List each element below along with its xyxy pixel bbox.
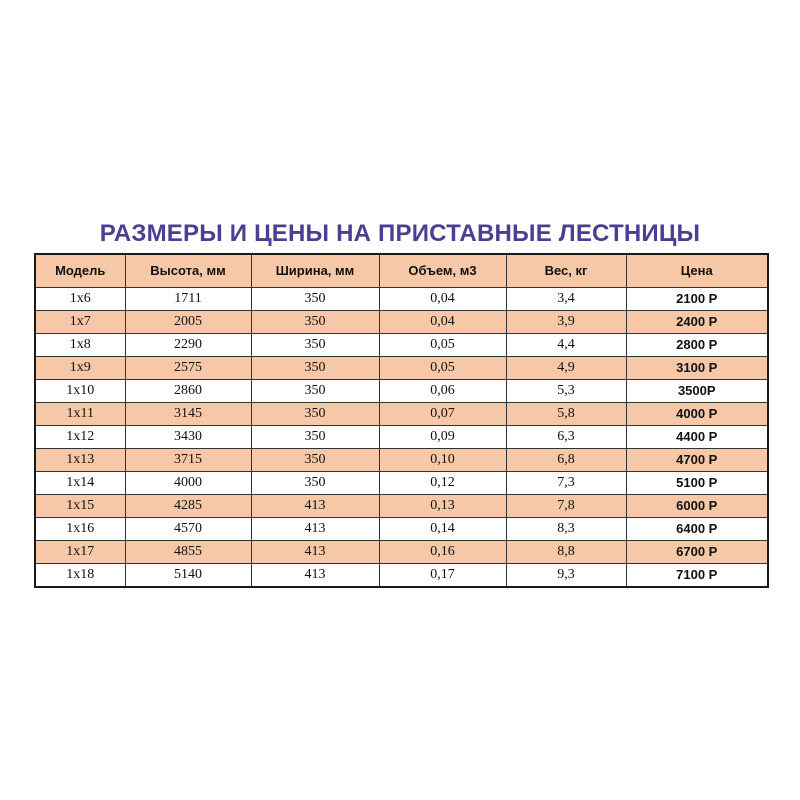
cell-width: 413: [251, 518, 379, 541]
cell-weight: 3,4: [506, 288, 626, 311]
cell-volume: 0,13: [379, 495, 506, 518]
table-row: [35, 311, 768, 334]
table-row: [35, 357, 768, 380]
cell-height: 4570: [125, 518, 251, 541]
cell-model: 1х15: [35, 495, 125, 518]
cell-price: 2800 Р: [626, 334, 768, 357]
cell-volume: 0,16: [379, 541, 506, 564]
cell-height: 3145: [125, 403, 251, 426]
cell-price: 5100 Р: [626, 472, 768, 495]
cell-volume: 0,17: [379, 564, 506, 588]
cell-weight: 8,8: [506, 541, 626, 564]
cell-height: 2290: [125, 334, 251, 357]
table-header: [35, 254, 768, 288]
cell-width: 350: [251, 311, 379, 334]
cell-volume: 0,04: [379, 311, 506, 334]
cell-width: 350: [251, 380, 379, 403]
cell-volume: 0,07: [379, 403, 506, 426]
header-model: Модель: [35, 254, 125, 288]
table-row: [35, 495, 768, 518]
header-price: Цена: [626, 254, 768, 288]
cell-model: 1х11: [35, 403, 125, 426]
table-row: [35, 564, 768, 588]
cell-weight: 3,9: [506, 311, 626, 334]
cell-height: 5140: [125, 564, 251, 588]
cell-width: 413: [251, 495, 379, 518]
cell-height: 3430: [125, 426, 251, 449]
cell-volume: 0,06: [379, 380, 506, 403]
cell-price: 4700 Р: [626, 449, 768, 472]
table-row: [35, 518, 768, 541]
header-volume: Объем, м3: [379, 254, 506, 288]
header-height: Высота, мм: [125, 254, 251, 288]
cell-model: 1х12: [35, 426, 125, 449]
cell-model: 1х17: [35, 541, 125, 564]
cell-price: 7100 Р: [626, 564, 768, 588]
header-row: [35, 254, 768, 288]
cell-weight: 6,3: [506, 426, 626, 449]
header-weight: Вес, кг: [506, 254, 626, 288]
cell-width: 350: [251, 426, 379, 449]
cell-height: 2005: [125, 311, 251, 334]
cell-weight: 8,3: [506, 518, 626, 541]
cell-height: 2860: [125, 380, 251, 403]
cell-volume: 0,04: [379, 288, 506, 311]
cell-volume: 0,14: [379, 518, 506, 541]
table-row: [35, 449, 768, 472]
cell-price: 4000 Р: [626, 403, 768, 426]
cell-model: 1х10: [35, 380, 125, 403]
cell-price: 4400 Р: [626, 426, 768, 449]
cell-price: 2100 Р: [626, 288, 768, 311]
table-row: [35, 288, 768, 311]
table-body: [35, 288, 768, 588]
cell-model: 1х7: [35, 311, 125, 334]
cell-model: 1х14: [35, 472, 125, 495]
cell-width: 350: [251, 288, 379, 311]
page-title: РАЗМЕРЫ И ЦЕНЫ НА ПРИСТАВНЫЕ ЛЕСТНИЦЫ: [99, 220, 701, 247]
table-row: [35, 426, 768, 449]
cell-weight: 4,4: [506, 334, 626, 357]
cell-width: 350: [251, 449, 379, 472]
cell-height: 4285: [125, 495, 251, 518]
cell-width: 350: [251, 403, 379, 426]
cell-model: 1х8: [35, 334, 125, 357]
cell-price: 6700 Р: [626, 541, 768, 564]
cell-weight: 7,3: [506, 472, 626, 495]
cell-height: 4855: [125, 541, 251, 564]
cell-model: 1х18: [35, 564, 125, 588]
cell-width: 350: [251, 357, 379, 380]
cell-price: 6400 Р: [626, 518, 768, 541]
cell-model: 1х9: [35, 357, 125, 380]
cell-weight: 5,8: [506, 403, 626, 426]
cell-width: 413: [251, 541, 379, 564]
cell-width: 413: [251, 564, 379, 588]
header-width: Ширина, мм: [251, 254, 379, 288]
cell-price: 2400 Р: [626, 311, 768, 334]
cell-weight: 7,8: [506, 495, 626, 518]
price-table: [34, 253, 769, 588]
table-row: [35, 541, 768, 564]
cell-weight: 4,9: [506, 357, 626, 380]
cell-width: 350: [251, 334, 379, 357]
table-row: [35, 472, 768, 495]
cell-volume: 0,10: [379, 449, 506, 472]
cell-price: 6000 Р: [626, 495, 768, 518]
cell-weight: 5,3: [506, 380, 626, 403]
table-row: [35, 403, 768, 426]
cell-weight: 6,8: [506, 449, 626, 472]
cell-model: 1х6: [35, 288, 125, 311]
cell-price: 3500Р: [626, 380, 768, 403]
cell-width: 350: [251, 472, 379, 495]
cell-volume: 0,05: [379, 357, 506, 380]
cell-height: 2575: [125, 357, 251, 380]
table-row: [35, 380, 768, 403]
cell-weight: 9,3: [506, 564, 626, 588]
cell-price: 3100 Р: [626, 357, 768, 380]
cell-height: 4000: [125, 472, 251, 495]
cell-volume: 0,12: [379, 472, 506, 495]
cell-volume: 0,09: [379, 426, 506, 449]
cell-height: 1711: [125, 288, 251, 311]
cell-model: 1х13: [35, 449, 125, 472]
cell-volume: 0,05: [379, 334, 506, 357]
cell-height: 3715: [125, 449, 251, 472]
cell-model: 1х16: [35, 518, 125, 541]
table-row: [35, 334, 768, 357]
